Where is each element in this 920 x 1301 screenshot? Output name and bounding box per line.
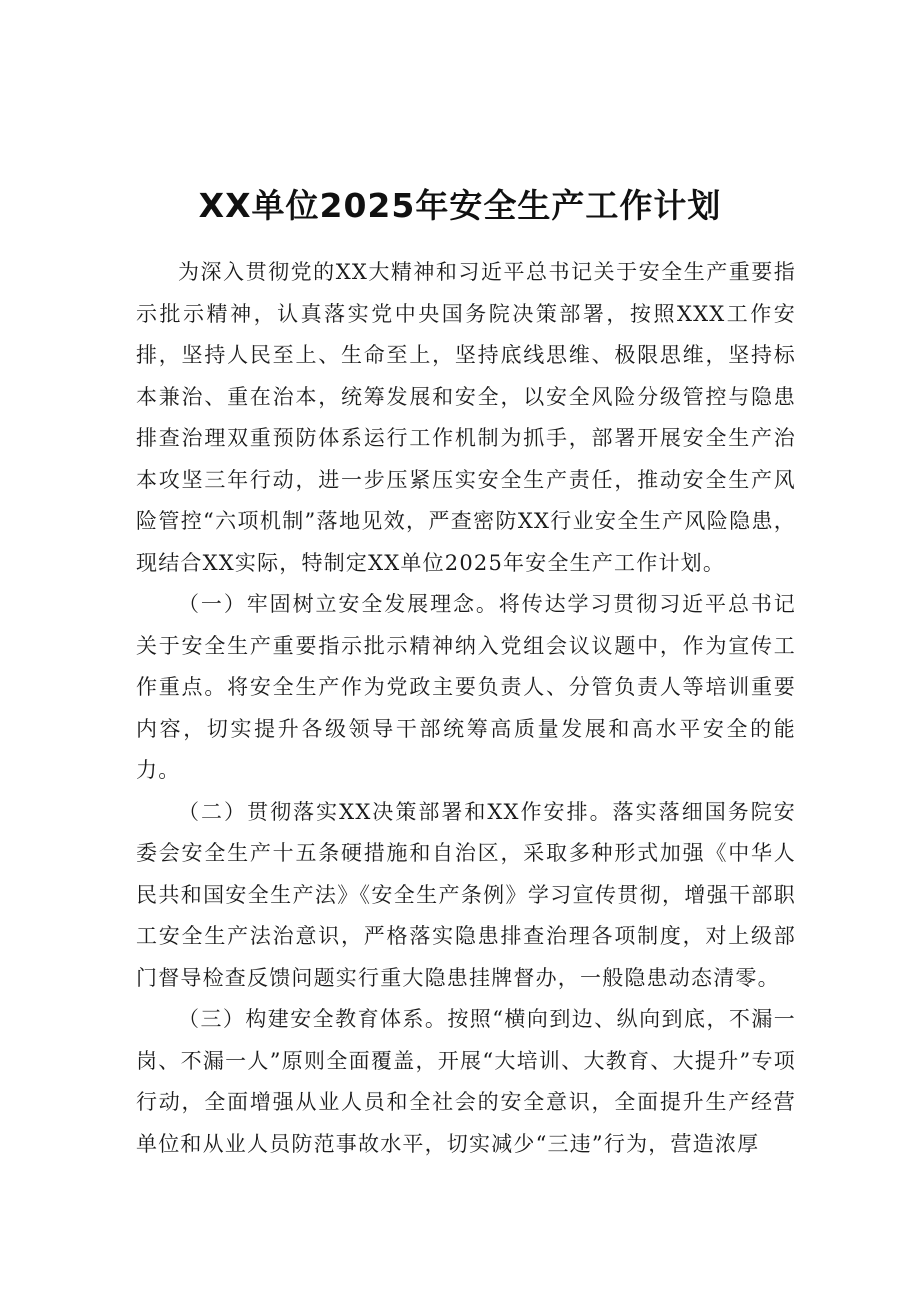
- paragraph-section-2: （二）贯彻落实XX决策部署和XX作安排。落实落细国务院安委会安全生产十五条硬措施和自治区，采取多种形式加强《中华人民共和国安全生产法》《安全生产条例》学习宣传贯彻，增强干部职工安全生产法治意识，严格落实隐患排查治理各项制度，对上级部门督导检查反馈问题实行重大隐患挂牌督办，一般隐患动态清零。: [136, 799, 796, 990]
- paragraph-section-3: （三）构建安全教育体系。按照“横向到边、纵向到底，不漏一岗、不漏一人”原则全面覆盖，开展“大培训、大教育、大提升”专项行动，全面增强从业人员和全社会的安全意识，全面提升生产经营单位和从业人员防范事故水平，切实减少“三违”行为，营造浓厚: [136, 1007, 796, 1156]
- paragraph-intro: 为深入贯彻党的XX大精神和习近平总书记关于安全生产重要指示批示精神，认真落实党中央国务院决策部署，按照XXX工作安排，坚持人民至上、生命至上，坚持底线思维、极限思维，坚持标本兼治、重在治本，统筹发展和安全，以安全风险分级管控与隐患排查治理双重预防体系运行工作机制为抓手，部署开展安全生产治本攻坚三年行动，进一步压紧压实安全生产责任，推动安全生产风险管控“六项机制”落地见效，严查密防XX行业安全生产风险隐患，现结合XX实际，特制定XX单位2025年安全生产工作计划。: [136, 260, 796, 575]
- document-body: [136, 252, 796, 1165]
- paragraph-section-1: （一）牢固树立安全发展理念。将传达学习贯彻习近平总书记关于安全生产重要指示批示精神纳入党组会议议题中，作为宣传工作重点。将安全生产作为党政主要负责人、分管负责人等培训重要内容，切实提升各级领导干部统筹高质量发展和高水平安全的能力。: [136, 592, 796, 782]
- document-title: XX单位2025年安全生产工作计划: [198, 186, 722, 226]
